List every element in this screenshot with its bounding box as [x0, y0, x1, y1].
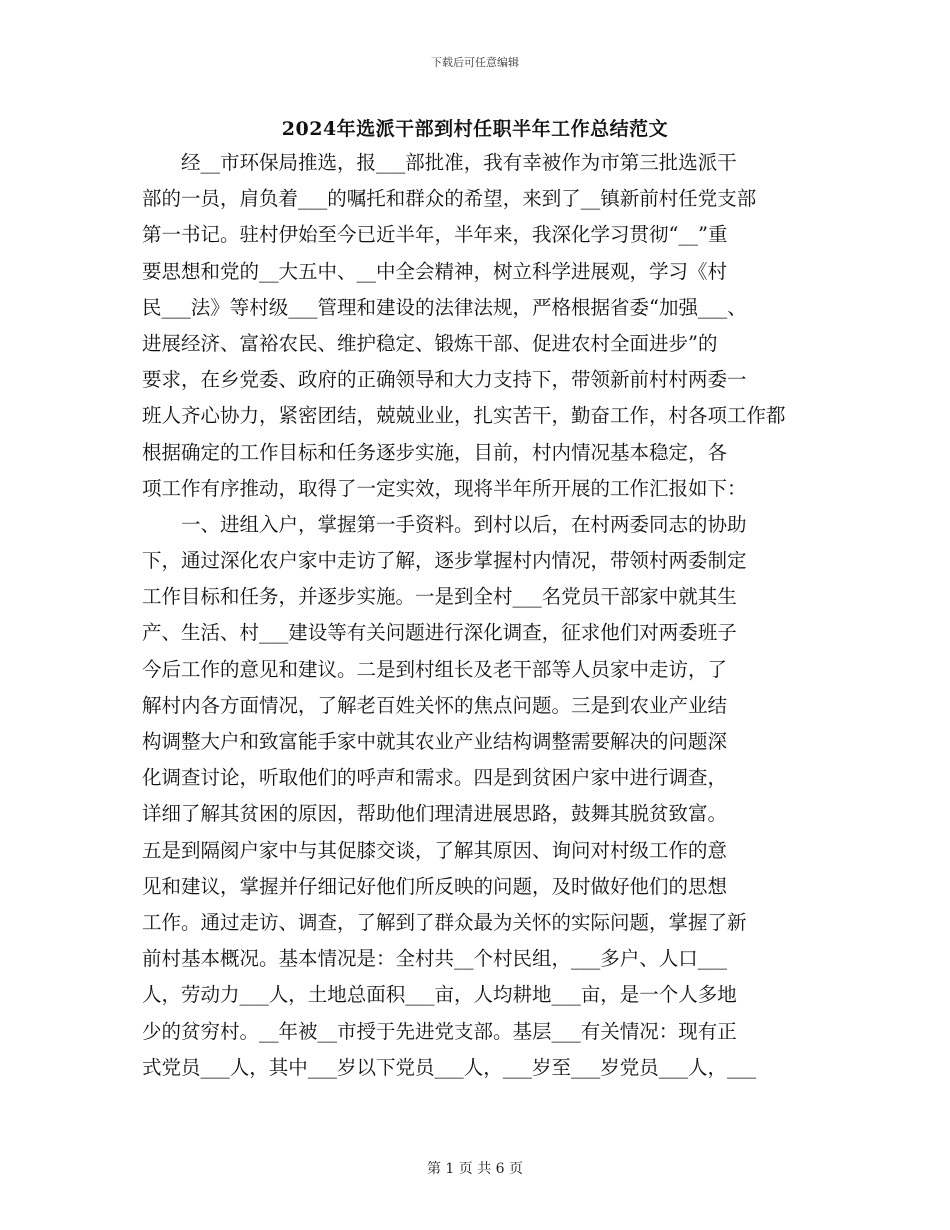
body-line: 经__市环保局推选，报___部批准，我有幸被作为市第三批选派干 — [142, 151, 737, 174]
body-line: 解村内各方面情况，了解老百姓关怀的焦点问题。三是到农业产业结 — [142, 693, 728, 717]
body-line: 要求，在乡党委、政府的正确领导和大力支持下，带领新前村村两委一 — [142, 368, 747, 392]
body-line: 今后工作的意见和建议。二是到村组长及老干部等人员家中走访，了 — [142, 657, 728, 681]
body-line: 项工作有序推动，取得了一定实效，现将半年所开展的工作汇报如下： — [142, 476, 747, 500]
page-number-footer: 第 1 页 共 6 页 — [426, 1161, 524, 1177]
body-line: 工作目标和任务，并逐步实施。一是到全村___名党员干部家中就其生 — [142, 585, 737, 609]
body-line: 式党员___人，其中___岁以下党员___人，___岁至___岁党员___人，___ — [142, 1055, 757, 1079]
body-line: 要思想和党的__大五中、__中全会精神，树立科学进展观，学习《村 — [142, 259, 728, 283]
body-line: 根据确定的工作目标和任务逐步实施，目前，村内情况基本稳定，各 — [142, 440, 728, 464]
body-line: 前村基本概况。基本情况是：全村共__个村民组，___多户、人口___ — [142, 947, 728, 971]
body-line: 民___法》等村级___管理和建设的法律法规，严格根据省委“加强___、 — [142, 295, 747, 319]
body-line: 五是到隔阂户家中与其促膝交谈，了解其原因、询问对村级工作的意 — [142, 838, 728, 862]
page-header-note: 下载后可任意编辑 — [431, 56, 519, 69]
body-line: 进展经济、富裕农民、维护稳定、锻炼干部、促进农村全面进步”的 — [142, 331, 718, 355]
body-line: 第一书记。驻村伊始至今已近半年，半年来，我深化学习贯彻“__”重 — [142, 223, 728, 247]
document-title: 2024年选派干部到村任职半年工作总结范文 — [281, 118, 669, 140]
document-body — [142, 145, 814, 1086]
body-line: 班人齐心协力，紧密团结，兢兢业业，扎实苦干，勤奋工作，村各项工作都 — [142, 404, 786, 428]
body-line: 人，劳动力___人，土地总面积___亩，人均耕地___亩，是一个人多地 — [142, 983, 737, 1007]
body-line: 化调查讨论，听取他们的呼声和需求。四是到贫困户家中进行调查， — [142, 766, 728, 790]
body-line: 下，通过深化农户家中走访了解，逐步掌握村内情况，带领村两委制定 — [142, 549, 747, 573]
body-line: 构调整大户和致富能手家中就其农业产业结构调整需要解决的问题深 — [142, 730, 728, 753]
body-line: 产、生活、村___建设等有关问题进行深化调查，征求他们对两委班子 — [142, 621, 737, 645]
body-line: 部的一员，肩负着___的嘱托和群众的希望，来到了__镇新前村任党支部 — [142, 187, 757, 211]
body-line: 少的贫穷村。__年被__市授于先进党支部。基层___有关情况：现有正 — [142, 1019, 737, 1043]
body-line: 详细了解其贫困的原因，帮助他们理清进展思路，鼓舞其脱贫致富。 — [142, 802, 728, 826]
body-line: 一、进组入户，掌握第一手资料。到村以后，在村两委同志的协助 — [142, 512, 747, 536]
body-line: 见和建议，掌握并仔细记好他们所反映的问题，及时做好他们的思想 — [142, 874, 728, 898]
body-line: 工作。通过走访、调查，了解到了群众最为关怀的实际问题，掌握了新 — [142, 910, 747, 934]
